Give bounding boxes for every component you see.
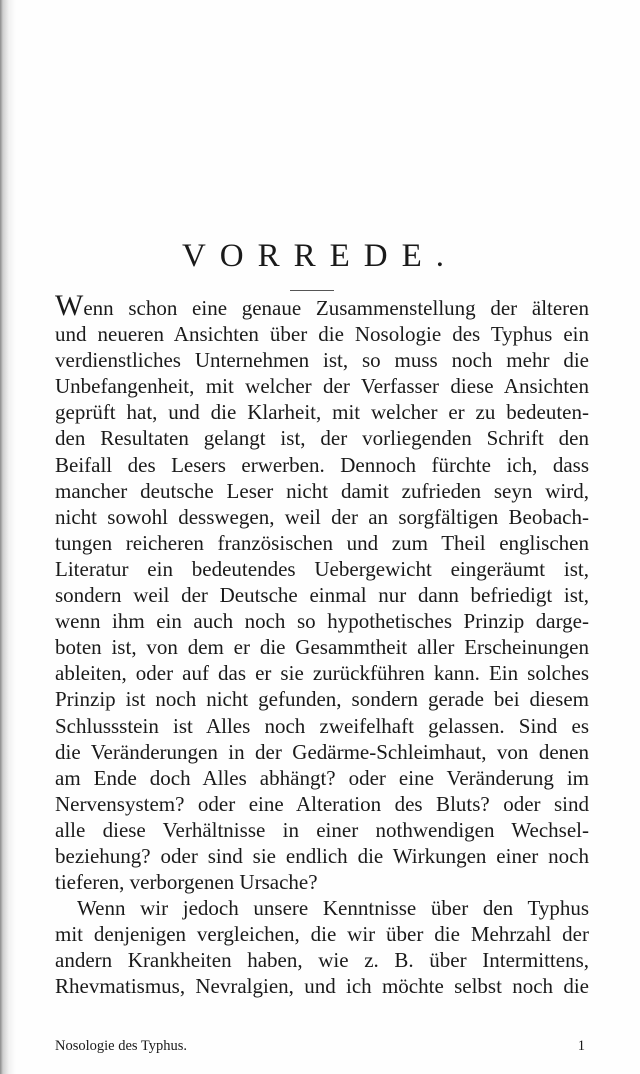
text-line: geprüft hat, und die Klarheit, mit welcher er zu bedeuten- [55, 400, 589, 425]
text-line: wenn ihm ein auch noch so hypothetisches Prinzip darge- [55, 609, 589, 634]
text-line: den Resultaten gelangt ist, der vorliegenden Schrift den [55, 426, 589, 451]
text-line: Rhevmatismus, Nevralgien, und ich möchte selbst noch die [55, 974, 589, 999]
binding-edge [0, 0, 16, 1074]
text-line: Literatur ein bedeutendes Uebergewicht eingeräumt ist, [55, 556, 589, 581]
text-line: verdienstliches Unternehmen ist, so muss noch mehr die [55, 348, 589, 373]
text-line: sondern weil der Deutsche einmal nur dann befriedigt ist, [55, 583, 589, 608]
text-line: die Veränderungen in der Gedärme-Schleimhaut, von denen [55, 739, 589, 764]
drop-cap: W [55, 289, 84, 322]
text-line: Wenn schon eine genaue Zusammenstellung der älteren [55, 289, 589, 322]
text-line: mit denjenigen vergleichen, die wir über die Mehrzahl der [55, 922, 589, 947]
body-text [55, 289, 589, 1000]
text-line: ableiten, oder auf das er sie zurückführen kann. Ein solches [55, 661, 589, 686]
text-line: und neueren Ansichten über die Nosologie des Typhus ein [55, 322, 589, 347]
paragraph-1 [55, 289, 589, 895]
paragraph-2 [55, 895, 589, 999]
text-line: Prinzip ist noch nicht gefunden, sondern gerade bei diesem [55, 687, 589, 712]
signature-title: Nosologie des Typhus. [55, 1038, 188, 1054]
heading-rule [290, 290, 334, 291]
signature-mark: 1 [577, 1038, 585, 1054]
text-line: Wenn wir jedoch unsere Kenntnisse über den Typhus [77, 896, 589, 921]
text-line: Unbefangenheit, mit welcher der Verfasser diese Ansichten [55, 374, 589, 399]
text-line: mancher deutsche Leser nicht damit zufrieden seyn wird, [55, 478, 589, 503]
text-line: Nervensystem? oder eine Alteration des Bluts? oder sind [55, 791, 589, 816]
text-line: tungen reicheren französischen und zum Theil englischen [55, 530, 589, 555]
text-line: Schlussstein ist Alles noch zweifelhaft gelassen. Sind es [55, 713, 589, 738]
text-line: boten ist, von dem er die Gesammtheit aller Erscheinungen [55, 635, 589, 660]
text-line: Beifall des Lesers erwerben. Dennoch fürchte ich, dass [55, 452, 589, 477]
text-line: alle diese Verhältnisse in einer nothwendigen Wechsel- [55, 817, 589, 842]
page-heading: VORREDE. [181, 238, 459, 274]
text-line: beziehung? oder sind sie endlich die Wirkungen einer noch [55, 843, 589, 868]
text-line: tieferen, verborgenen Ursache? [55, 870, 318, 895]
text-line: andern Krankheiten haben, wie z. B. über Intermittens, [55, 948, 589, 973]
text-line: am Ende doch Alles abhängt? oder eine Veränderung im [55, 765, 589, 790]
text-line: nicht sowohl desswegen, weil der an sorgfältigen Beobach- [55, 504, 589, 529]
